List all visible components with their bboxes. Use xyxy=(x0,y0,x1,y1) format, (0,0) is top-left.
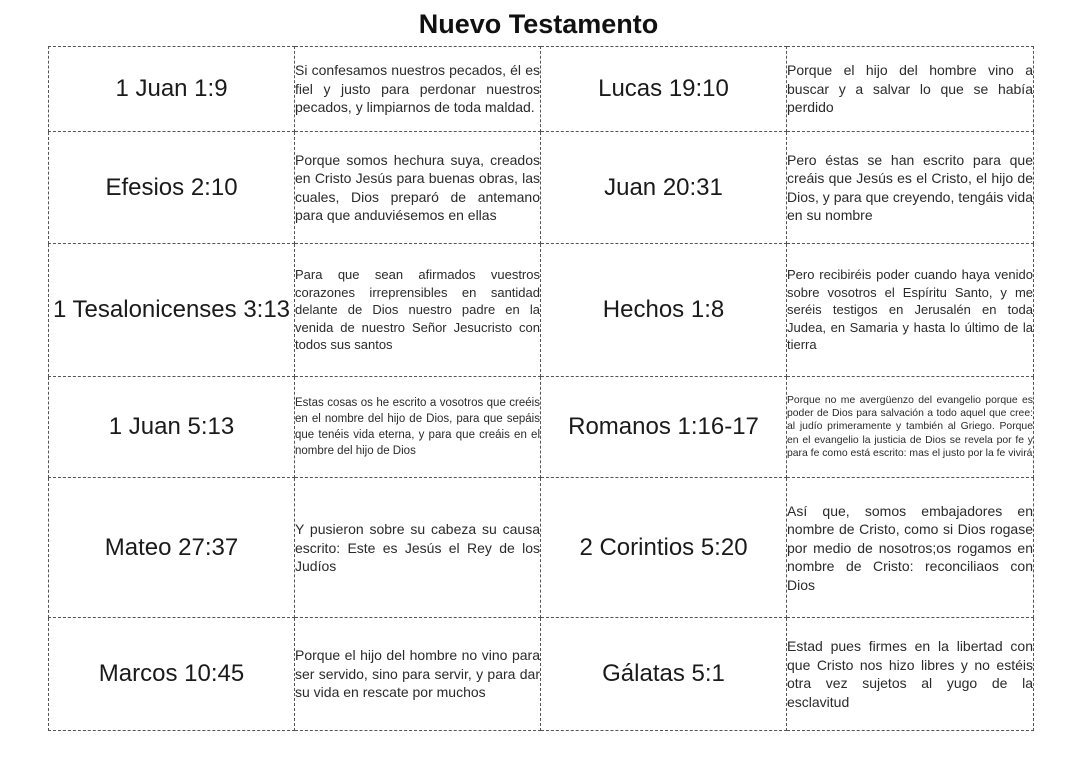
verse-text: Porque somos hechura suya, creados en Cristo Jesús para buenas obras, las cuales, Dios preparó de antemano para que anduviésemos en ellas xyxy=(295,131,541,244)
table-row xyxy=(49,377,1034,478)
verse-text: Para que sean afirmados vuestros corazones irreprensibles en santidad delante de Dios nuestro padre en la venida de nuestro Señor Jesucristo con todos sus santos xyxy=(295,244,541,377)
verse-reference: Marcos 10:45 xyxy=(49,618,295,731)
verse-reference: 2 Corintios 5:20 xyxy=(541,478,787,618)
verse-text: Porque el hijo del hombre vino a buscar y a salvar lo que se había perdido xyxy=(787,47,1034,132)
table-row xyxy=(49,478,1034,618)
verse-text: Y pusieron sobre su cabeza su causa escrito: Este es Jesús el Rey de los Judíos xyxy=(295,478,541,618)
verse-text: Pero éstas se han escrito para que creáis que Jesús es el Cristo, el hijo de Dios, y para que creyendo, tengáis vida en su nombre xyxy=(787,131,1034,244)
verse-text: Estad pues firmes en la libertad con que Cristo nos hizo libres y no estéis otra vez sujetos al yugo de la esclavitud xyxy=(787,618,1034,731)
verse-text: Pero recibiréis poder cuando haya venido sobre vosotros el Espíritu Santo, y me seréis testigos en Jerusalén en toda Judea, en Samaria y hasta lo último de la tierra xyxy=(787,244,1034,377)
verse-reference: Hechos 1:8 xyxy=(541,244,787,377)
table-row xyxy=(49,131,1034,244)
table-row xyxy=(49,244,1034,377)
verse-reference: 1 Juan 1:9 xyxy=(49,47,295,132)
table-row xyxy=(49,47,1034,132)
verse-text: Porque no me avergüenzo del evangelio porque es poder de Dios para salvación a todo aquel que cree: al judío primeramente y también al Griego. Porque en el evangelio la justicia de Dios se revela por fe y para fe como está escrito: mas el justo por la fe vivirá xyxy=(787,377,1034,478)
verse-reference: 1 Tesalonicenses 3:13 xyxy=(49,244,295,377)
verse-reference: Juan 20:31 xyxy=(541,131,787,244)
verse-table xyxy=(48,46,1034,731)
verse-reference: Lucas 19:10 xyxy=(541,47,787,132)
verse-reference: Gálatas 5:1 xyxy=(541,618,787,731)
table-row xyxy=(49,618,1034,731)
verse-text: Estas cosas os he escrito a vosotros que creéis en el nombre del hijo de Dios, para que sepáis que tenéis vida eterna, y para que creáis en el nombre del hijo de Dios xyxy=(295,377,541,478)
verse-text: Si confesamos nuestros pecados, él es fiel y justo para perdonar nuestros pecados, y limpiarnos de toda maldad. xyxy=(295,47,541,132)
verse-text: Porque el hijo del hombre no vino para ser servido, sino para servir, y para dar su vida en rescate por muchos xyxy=(295,618,541,731)
verse-reference: Efesios 2:10 xyxy=(49,131,295,244)
verse-reference: 1 Juan 5:13 xyxy=(49,377,295,478)
page-title: Nuevo Testamento xyxy=(418,9,659,39)
verse-reference: Romanos 1:16-17 xyxy=(541,377,787,478)
verse-text: Así que, somos embajadores en nombre de Cristo, como si Dios rogase por medio de nosotros;os rogamos en nombre de Cristo: reconciliaos con Dios xyxy=(787,478,1034,618)
verse-reference: Mateo 27:37 xyxy=(49,478,295,618)
